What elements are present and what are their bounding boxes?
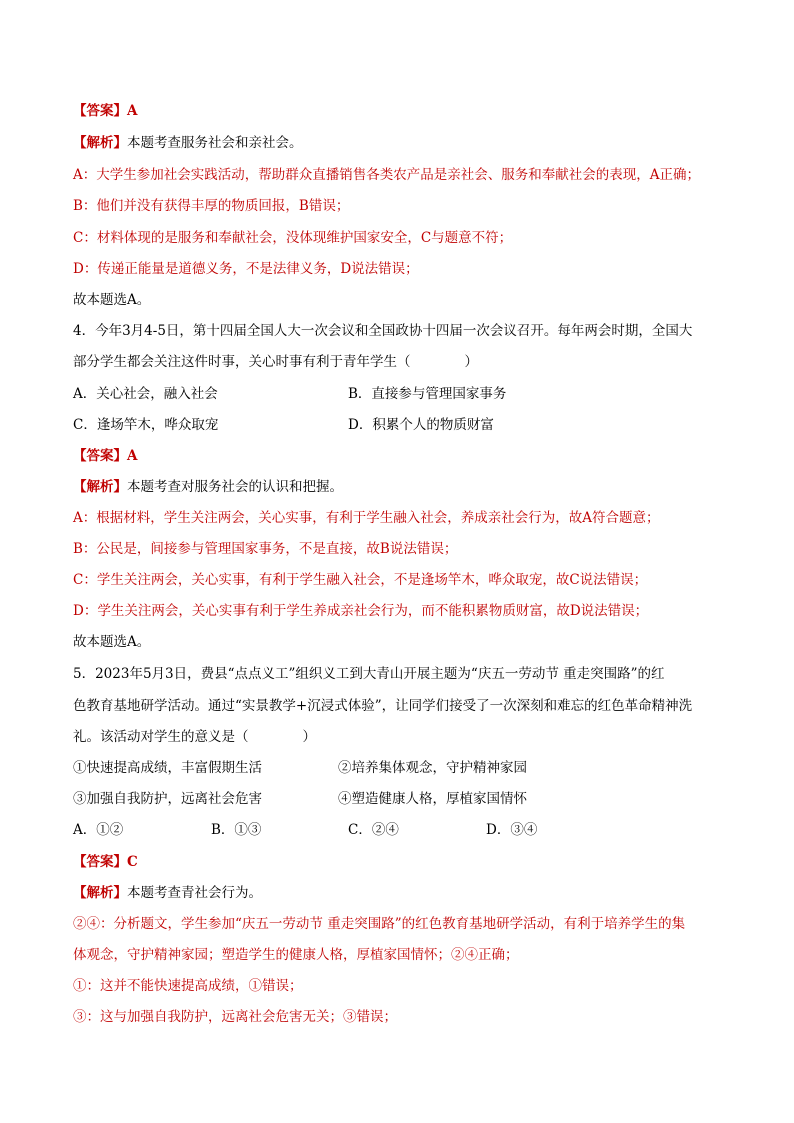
answer-tag: 【答案】 xyxy=(73,448,127,464)
q5-option-d: D．③④ xyxy=(486,822,538,838)
q5-stem-line-3: 礼。该活动对学生的意义是（ ） xyxy=(73,729,316,745)
q4-option-b: B．直接参与管理国家事务 xyxy=(348,386,507,402)
answer-value: A xyxy=(127,103,138,119)
q3-analysis-line-a: A：大学生参加社会实践活动，帮助群众直播销售各类农产品是亲社会、服务和奉献社会的表现，A正确； xyxy=(73,167,700,183)
q3-answer xyxy=(73,101,137,121)
q5-option-a: A．①② xyxy=(73,822,124,838)
q5-analysis-line-3: ①：这并不能快速提高成绩，①错误； xyxy=(73,978,303,994)
answer-tag: 【答案】 xyxy=(73,854,127,870)
analysis-tag: 【解析】 xyxy=(73,885,127,901)
q4-analysis xyxy=(73,477,343,497)
q3-analysis-line-b: B：他们并没有获得丰厚的物质回报，B错误； xyxy=(73,198,350,214)
q4-analysis-line-a: A：根据材料，学生关注两会，关心实事，有利于学生融入社会，养成亲社会行为，故A符合题意； xyxy=(73,510,660,526)
q5-answer xyxy=(73,852,138,872)
q4-analysis-line-c: C：学生关注两会，关心实事，有利于学生融入社会，不是逢场竿木，哗众取宠，故C说法错误； xyxy=(73,572,648,588)
q4-analysis-line-d: D：学生关注两会，关心实事有利于学生养成亲社会行为，而不能积累物质财富，故D说法错误； xyxy=(73,603,649,619)
analysis-tag: 【解析】 xyxy=(73,479,127,495)
analysis-intro: 本题考查青社会行为。 xyxy=(127,885,262,901)
q5-statement-4: ④塑造健康人格，厚植家国情怀 xyxy=(338,791,527,807)
q4-conclusion: 故本题选A。 xyxy=(73,634,151,650)
q3-conclusion: 故本题选A。 xyxy=(73,292,151,308)
q4-stem-line-1: 4．今年3月4-5日，第十四届全国人大一次会议和全国政协十四届一次会议召开。每年两会时期，全国大 xyxy=(73,323,693,339)
q4-option-d: D．积累个人的物质财富 xyxy=(348,417,494,433)
analysis-tag: 【解析】 xyxy=(73,135,127,151)
q5-stem-line-2: 色教育基地研学活动。通过“实景教学+沉浸式体验”，让同学们接受了一次深刻和难忘的红色革命精神洗 xyxy=(73,698,693,714)
q3-analysis xyxy=(73,133,303,153)
q4-option-a: A．关心社会，融入社会 xyxy=(73,386,218,402)
answer-value: C xyxy=(127,854,138,870)
q4-stem-line-2: 部分学生都会关注这件时事，关心时事有利于青年学生（ ） xyxy=(73,354,478,370)
q5-stem-line-1: 5．2023年5月3日，费县“点点义工”组织义工到大青山开展主题为“庆五一劳动节 重走突围路”的红 xyxy=(73,666,665,682)
q5-option-b: B．①③ xyxy=(211,822,262,838)
q5-statement-1: ①快速提高成绩，丰富假期生活 xyxy=(73,760,262,776)
q5-analysis-line-2: 体观念，守护精神家园；塑造学生的健康人格，厚植家国情怀；②④正确； xyxy=(73,947,519,963)
q3-analysis-line-c: C：材料体现的是服务和奉献社会，没体现维护国家安全，C与题意不符； xyxy=(73,230,513,246)
q4-option-c: C．逢场竿木，哗众取宠 xyxy=(73,417,219,433)
q5-statement-3: ③加强自我防护，远离社会危害 xyxy=(73,791,262,807)
q5-statement-2: ②培养集体观念，守护精神家园 xyxy=(338,760,527,776)
q5-analysis-line-4: ③：这与加强自我防护，远离社会危害无关；③错误； xyxy=(73,1009,397,1025)
answer-tag: 【答案】 xyxy=(73,103,127,119)
q5-analysis-line-1: ②④：分析题文，学生参加“庆五一劳动节 重走突围路”的红色教育基地研学活动，有利于培养学生的集 xyxy=(73,916,686,932)
analysis-intro: 本题考查服务社会和亲社会。 xyxy=(127,135,303,151)
q5-analysis xyxy=(73,883,262,903)
answer-value: A xyxy=(127,448,138,464)
q4-answer xyxy=(73,446,137,466)
q5-option-c: C．②④ xyxy=(348,822,399,838)
q3-analysis-line-d: D：传递正能量是道德义务，不是法律义务，D说法错误； xyxy=(73,261,419,277)
analysis-intro: 本题考查对服务社会的认识和把握。 xyxy=(127,479,343,495)
q4-analysis-line-b: B：公民是，间接参与管理国家事务，不是直接，故B说法错误； xyxy=(73,541,458,557)
